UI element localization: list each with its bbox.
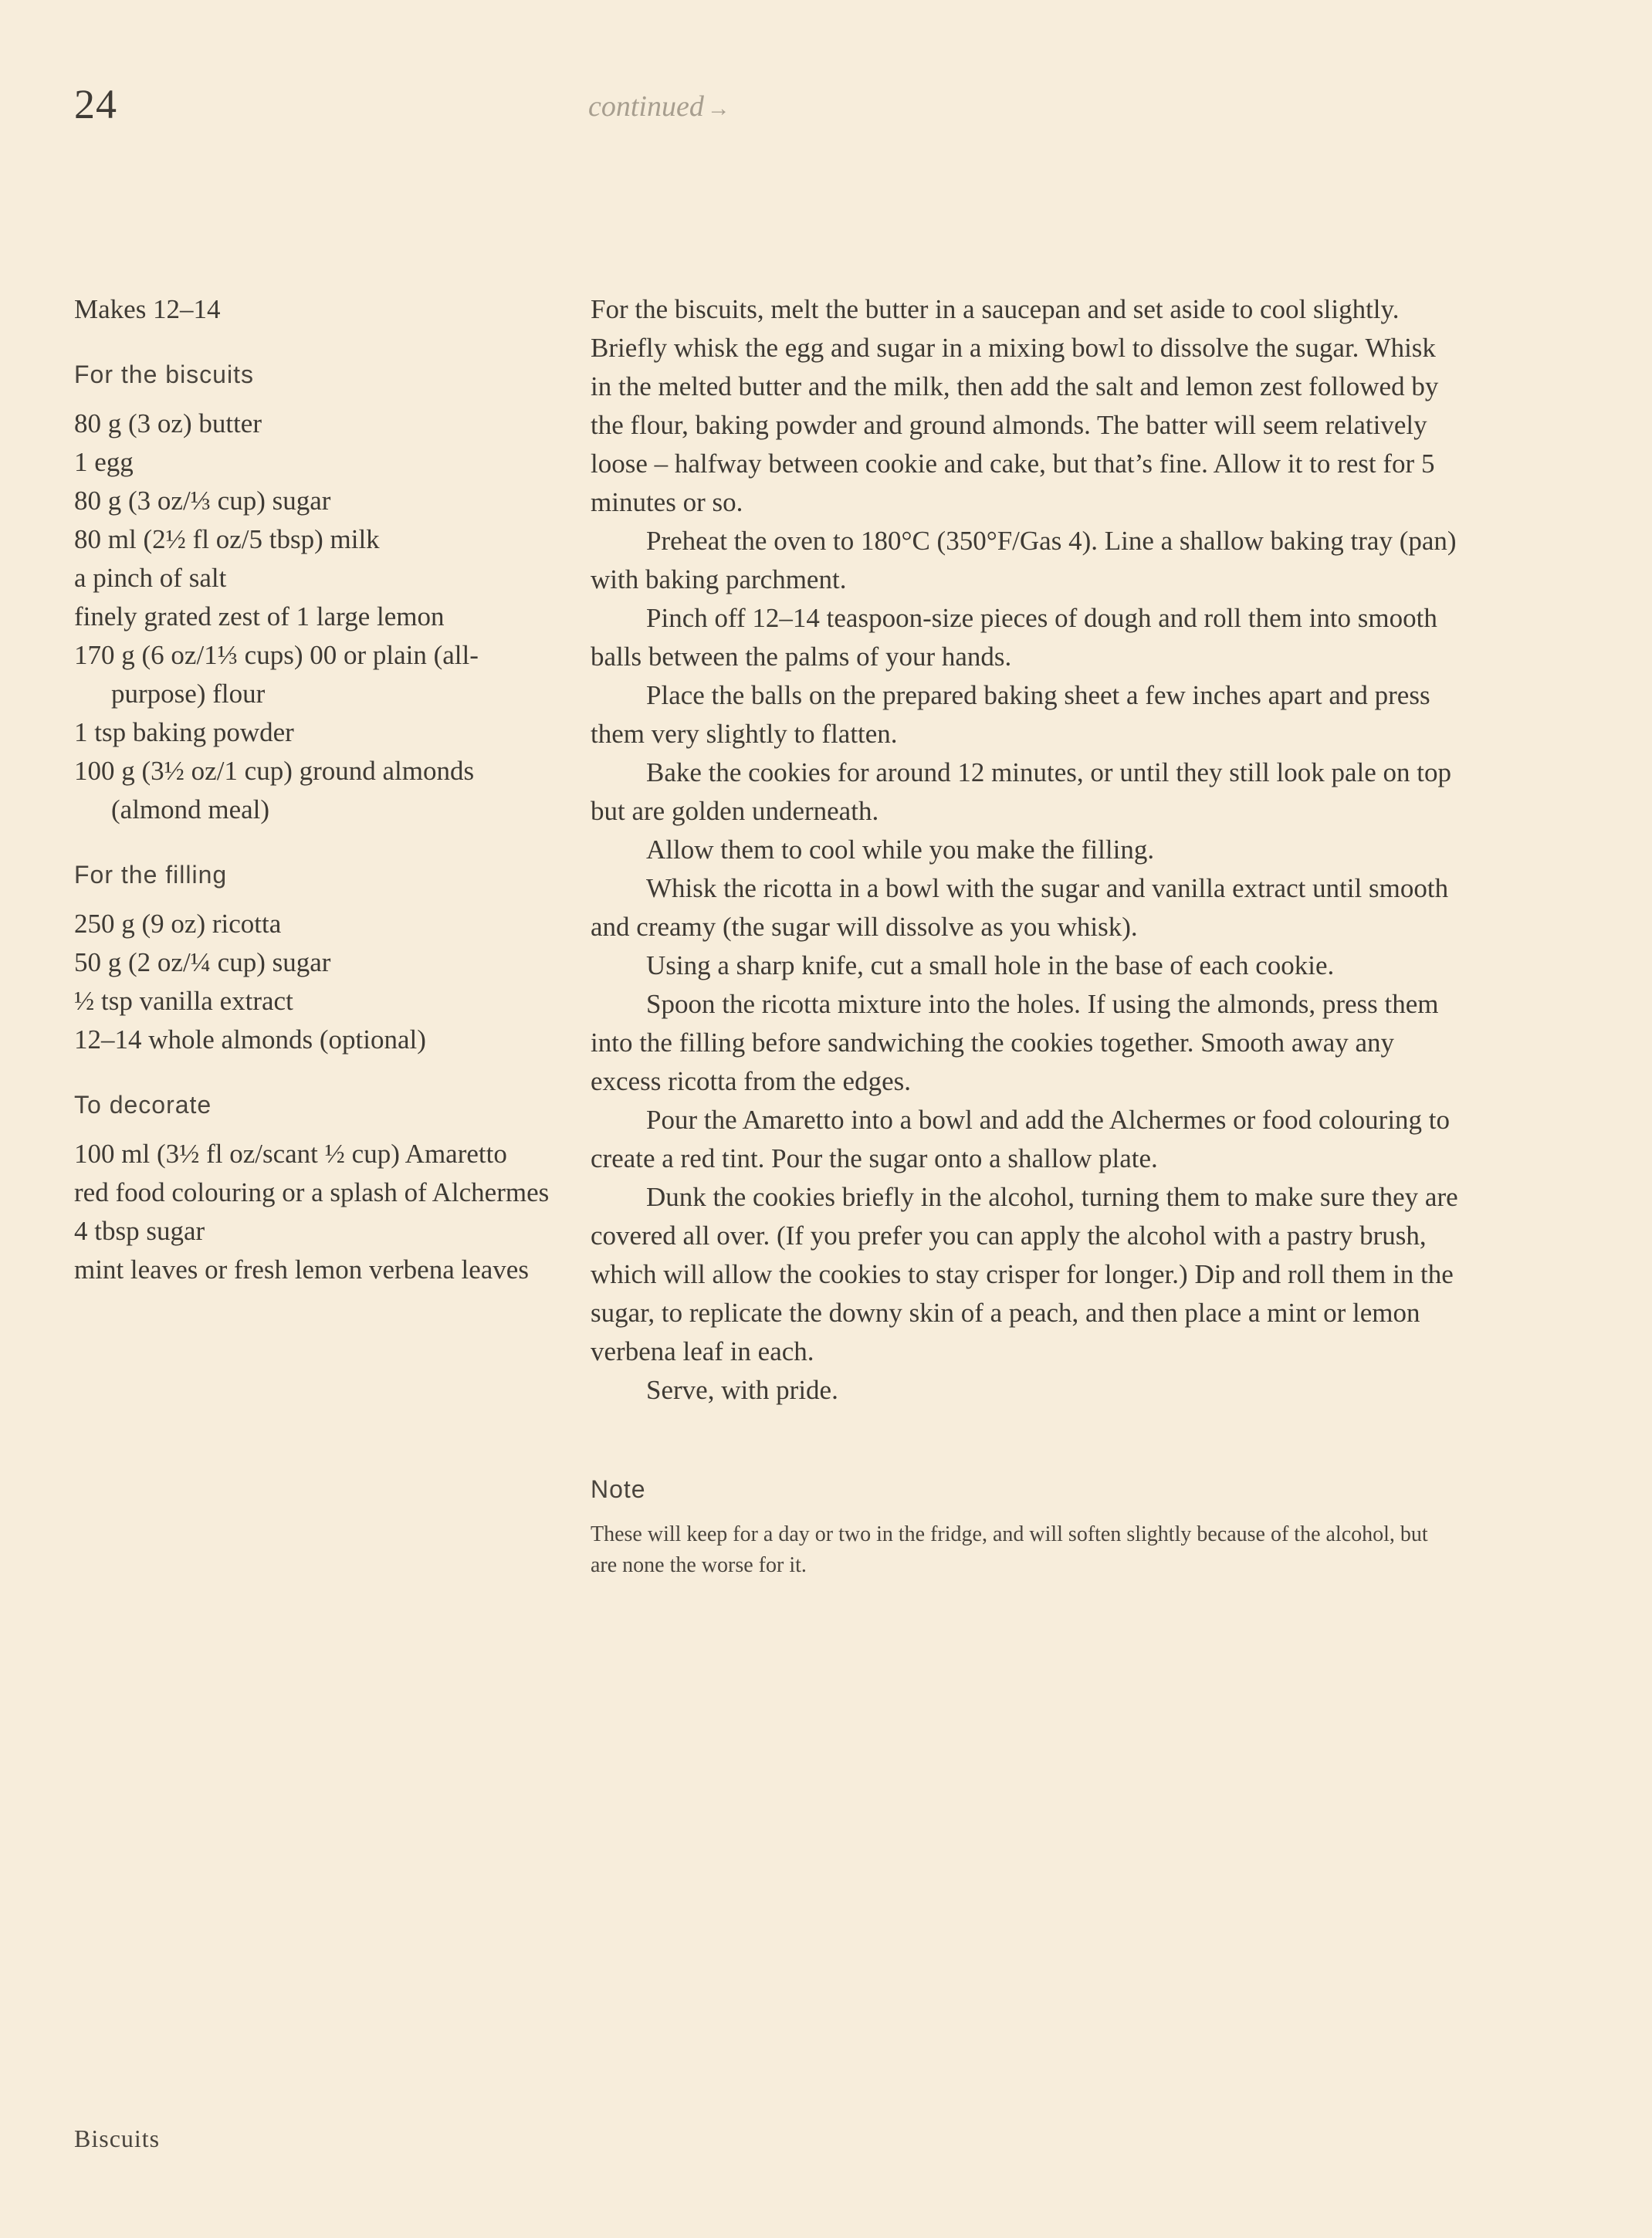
ingredient-item: red food colouring or a splash of Alchermes	[74, 1177, 550, 1207]
ingredient-group-heading: For the filling	[74, 861, 228, 889]
page-number: 24	[74, 81, 117, 127]
method-paragraph: Dunk the cookies briefly in the alcohol, turning them to make sure they are covered all over. (If you prefer you can apply the alcohol with a pastry brush, which will allow the cookies to stay crisper for longer.) Dip and roll them in the sugar, to replicate the downy skin of a peach, and then place a mint or lemon verbena leaf in each.	[591, 1182, 1458, 1366]
ingredient-item: 12–14 whole almonds (optional)	[74, 1024, 426, 1055]
ingredients-column	[74, 290, 568, 1315]
ingredient-item: 80 g (3 oz/⅓ cup) sugar	[74, 486, 331, 516]
ingredient-item: a pinch of salt	[74, 563, 227, 593]
method-paragraph: Pinch off 12–14 teaspoon-size pieces of dough and roll them into smooth balls between the palms of your hands.	[591, 603, 1437, 672]
ingredient-item: 4 tbsp sugar	[74, 1216, 205, 1246]
note-heading: Note	[591, 1475, 646, 1503]
ingredient-item: 170 g (6 oz/1⅓ cups) 00 or plain (all-purpose) flour	[74, 640, 479, 709]
ingredient-item: 80 g (3 oz) butter	[74, 408, 262, 438]
ingredient-item: finely grated zest of 1 large lemon	[74, 601, 445, 631]
arrow-right-icon: →	[706, 96, 730, 121]
ingredient-list	[74, 905, 568, 1059]
ingredient-group-heading: To decorate	[74, 1091, 212, 1119]
method-column	[591, 290, 1459, 1581]
ingredient-item: 100 ml (3½ fl oz/scant ½ cup) Amaretto	[74, 1139, 507, 1169]
note-text: These will keep for a day or two in the fridge, and will soften slightly because of the alcohol, but are none the worse for it.	[591, 1522, 1428, 1577]
method-paragraph: Allow them to cool while you make the filling.	[646, 835, 1155, 865]
ingredient-item: 100 g (3½ oz/1 cup) ground almonds (almond meal)	[74, 756, 475, 824]
ingredient-item: ½ tsp vanilla extract	[74, 986, 293, 1016]
ingredient-item: 50 g (2 oz/¼ cup) sugar	[74, 947, 331, 977]
ingredient-item: mint leaves or fresh lemon verbena leaves	[74, 1254, 529, 1285]
ingredient-group-decorate	[74, 1085, 568, 1289]
method-paragraph: Pour the Amaretto into a bowl and add the Alchermes or food colouring to create a red tint. Pour the sugar onto a shallow plate.	[591, 1105, 1451, 1173]
method-paragraph: Bake the cookies for around 12 minutes, or until they still look pale on top but are golden underneath.	[591, 757, 1452, 826]
method-paragraph: Preheat the oven to 180°C (350°F/Gas 4). Line a shallow baking tray (pan) with baking parchment.	[591, 526, 1457, 594]
ingredient-list	[74, 1135, 568, 1289]
method-paragraph: Spoon the ricotta mixture into the holes. If using the almonds, press them into the filling before sandwiching the cookies together. Smooth away any excess ricotta from the edges.	[591, 989, 1439, 1096]
ingredient-group-heading: For the biscuits	[74, 361, 254, 388]
continued-label	[588, 90, 730, 124]
ingredient-item: 1 egg	[74, 447, 134, 477]
ingredient-item: 250 g (9 oz) ricotta	[74, 909, 282, 939]
continued-text: continued	[588, 90, 704, 123]
ingredient-group-biscuits	[74, 355, 568, 829]
ingredient-group-filling	[74, 855, 568, 1059]
ingredient-item: 1 tsp baking powder	[74, 717, 294, 747]
method-steps	[591, 290, 1459, 1410]
method-paragraph: Serve, with pride.	[646, 1375, 838, 1405]
ingredient-item: 80 ml (2½ fl oz/5 tbsp) milk	[74, 524, 380, 554]
method-paragraph: For the biscuits, melt the butter in a saucepan and set aside to cool slightly. Briefly whisk the egg and sugar in a mixing bowl to dissolve the sugar. Whisk in the melted butter and the milk, then add the salt and lemon zest followed by the flour, baking powder and ground almonds. The batter will seem relatively loose – halfway between cookie and cake, but that’s fine. Allow it to rest for 5 minutes or so.	[591, 294, 1439, 517]
method-paragraph: Place the balls on the prepared baking sheet a few inches apart and press them very slightly to flatten.	[591, 680, 1430, 749]
yield: Makes 12–14	[74, 294, 221, 324]
method-paragraph: Whisk the ricotta in a bowl with the sugar and vanilla extract until smooth and creamy (the sugar will dissolve as you whisk).	[591, 873, 1449, 942]
ingredient-list	[74, 405, 568, 829]
footer-section-label: Biscuits	[74, 2125, 161, 2152]
method-paragraph: Using a sharp knife, cut a small hole in the base of each cookie.	[646, 950, 1335, 980]
